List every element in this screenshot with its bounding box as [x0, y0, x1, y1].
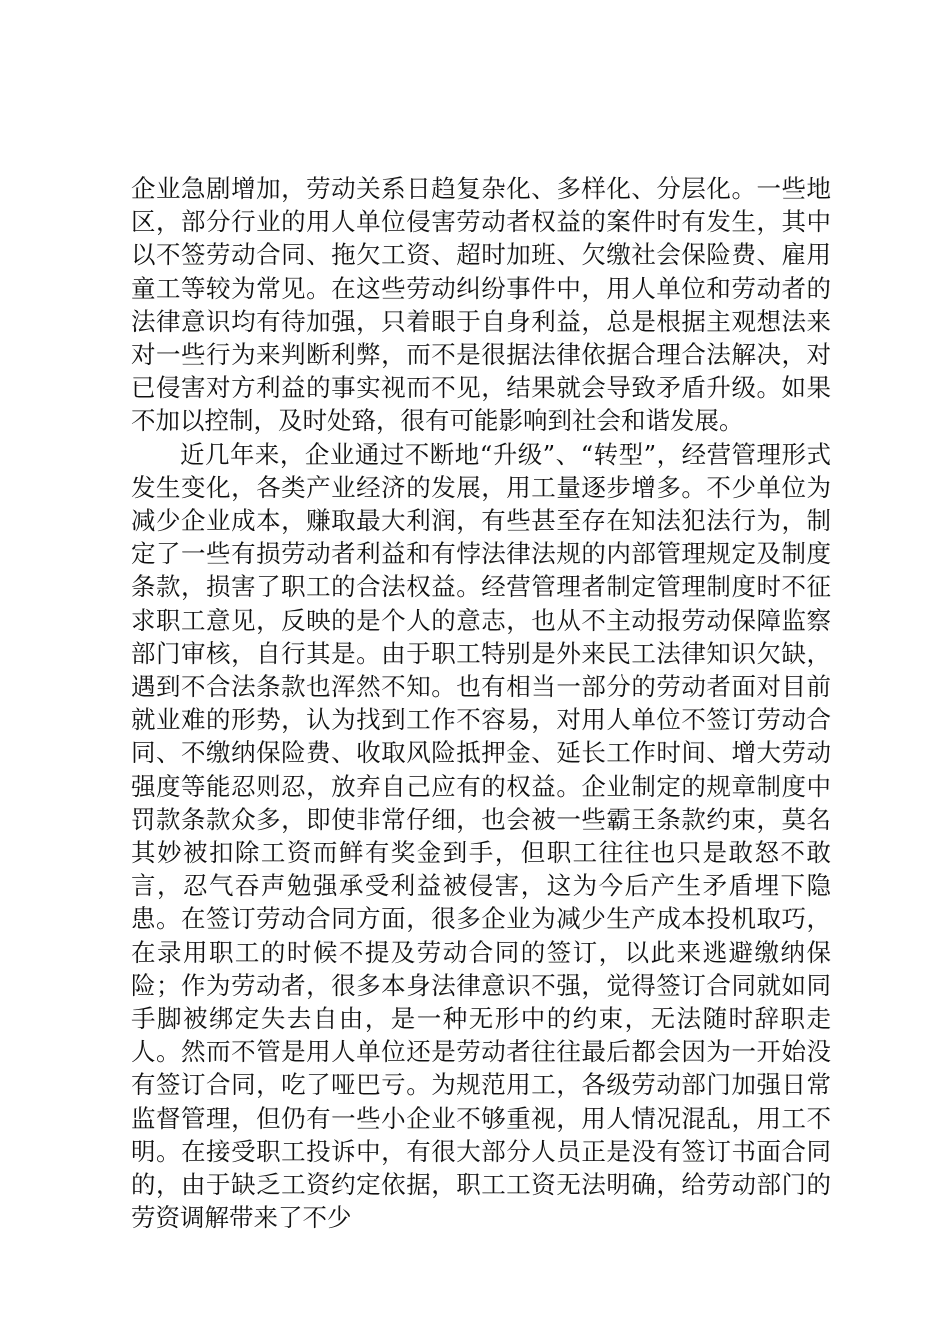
- document-body: [131, 172, 831, 1235]
- paragraph-2: 近几年来，企业通过不断地“升级”、“转型”，经营管理形式发生变化，各类产业经济的发展，用工量逐步增多。不少单位为减少企业成本，赚取最大利润，有些甚至存在知法犯法行为，制定了一些有损劳动者利益和有悖法律法规的内部管理规定及制度条款，损害了职工的合法权益。经营管理者制定管理制度时不征求职工意见，反映的是个人的意志，也从不主动报劳动保障监察部门审核，自行其是。由于职工特别是外来民工法律知识欠缺，遇到不合法条款也浑然不知。也有相当一部分的劳动者面对目前就业难的形势，认为找到工作不容易，对用人单位不签订劳动合同、不缴纳保险费、收取风险抵押金、延长工作时间、增大劳动强度等能忍则忍，放弃自己应有的权益。企业制定的规章制度中罚款条款众多，即使非常仔细，也会被一些霸王条款约束，莫名其妙被扣除工资而鲜有奖金到手，但职工往往也只是敢怒不敢言，忍气吞声勉强承受利益被侵害，这为今后产生矛盾埋下隐患。在签订劳动合同方面，很多企业为减少生产成本投机取巧，在录用职工的时候不提及劳动合同的签订，以此来逃避缴纳保险；作为劳动者，很多本身法律意识不强，觉得签订合同就如同手脚被绑定失去自由，是一种无形中的约束，无法随时辞职走人。然而不管是用人单位还是劳动者往往最后都会因为一开始没有签订合同，吃了哑巴亏。为规范用工，各级劳动部门加强日常监督管理，但仍有一些小企业不够重视，用人情况混乱，用工不明。在接受职工投诉中，有很大部分人员正是没有签订书面合同的，由于缺乏工资约定依据，职工工资无法明确，给劳动部门的劳资调解带来了不少: [131, 439, 831, 1233]
- paragraph-1: 企业急剧增加，劳动关系日趋复杂化、多样化、分层化。一些地区，部分行业的用人单位侵害劳动者权益的案件时有发生，其中以不签劳动合同、拖欠工资、超时加班、欠缴社会保险费、雇用童工等较为常见。在这些劳动纠纷事件中，用人单位和劳动者的法律意识均有待加强，只着眼于自身利益，总是根据主观想法来对一些行为来判断利弊，而不是很据法律依据合理合法解决，对已侵害对方利益的事实视而不见，结果就会导致矛盾升级。如果不加以控制，及时处臵，很有可能影响到社会和谐发展。: [131, 174, 831, 436]
